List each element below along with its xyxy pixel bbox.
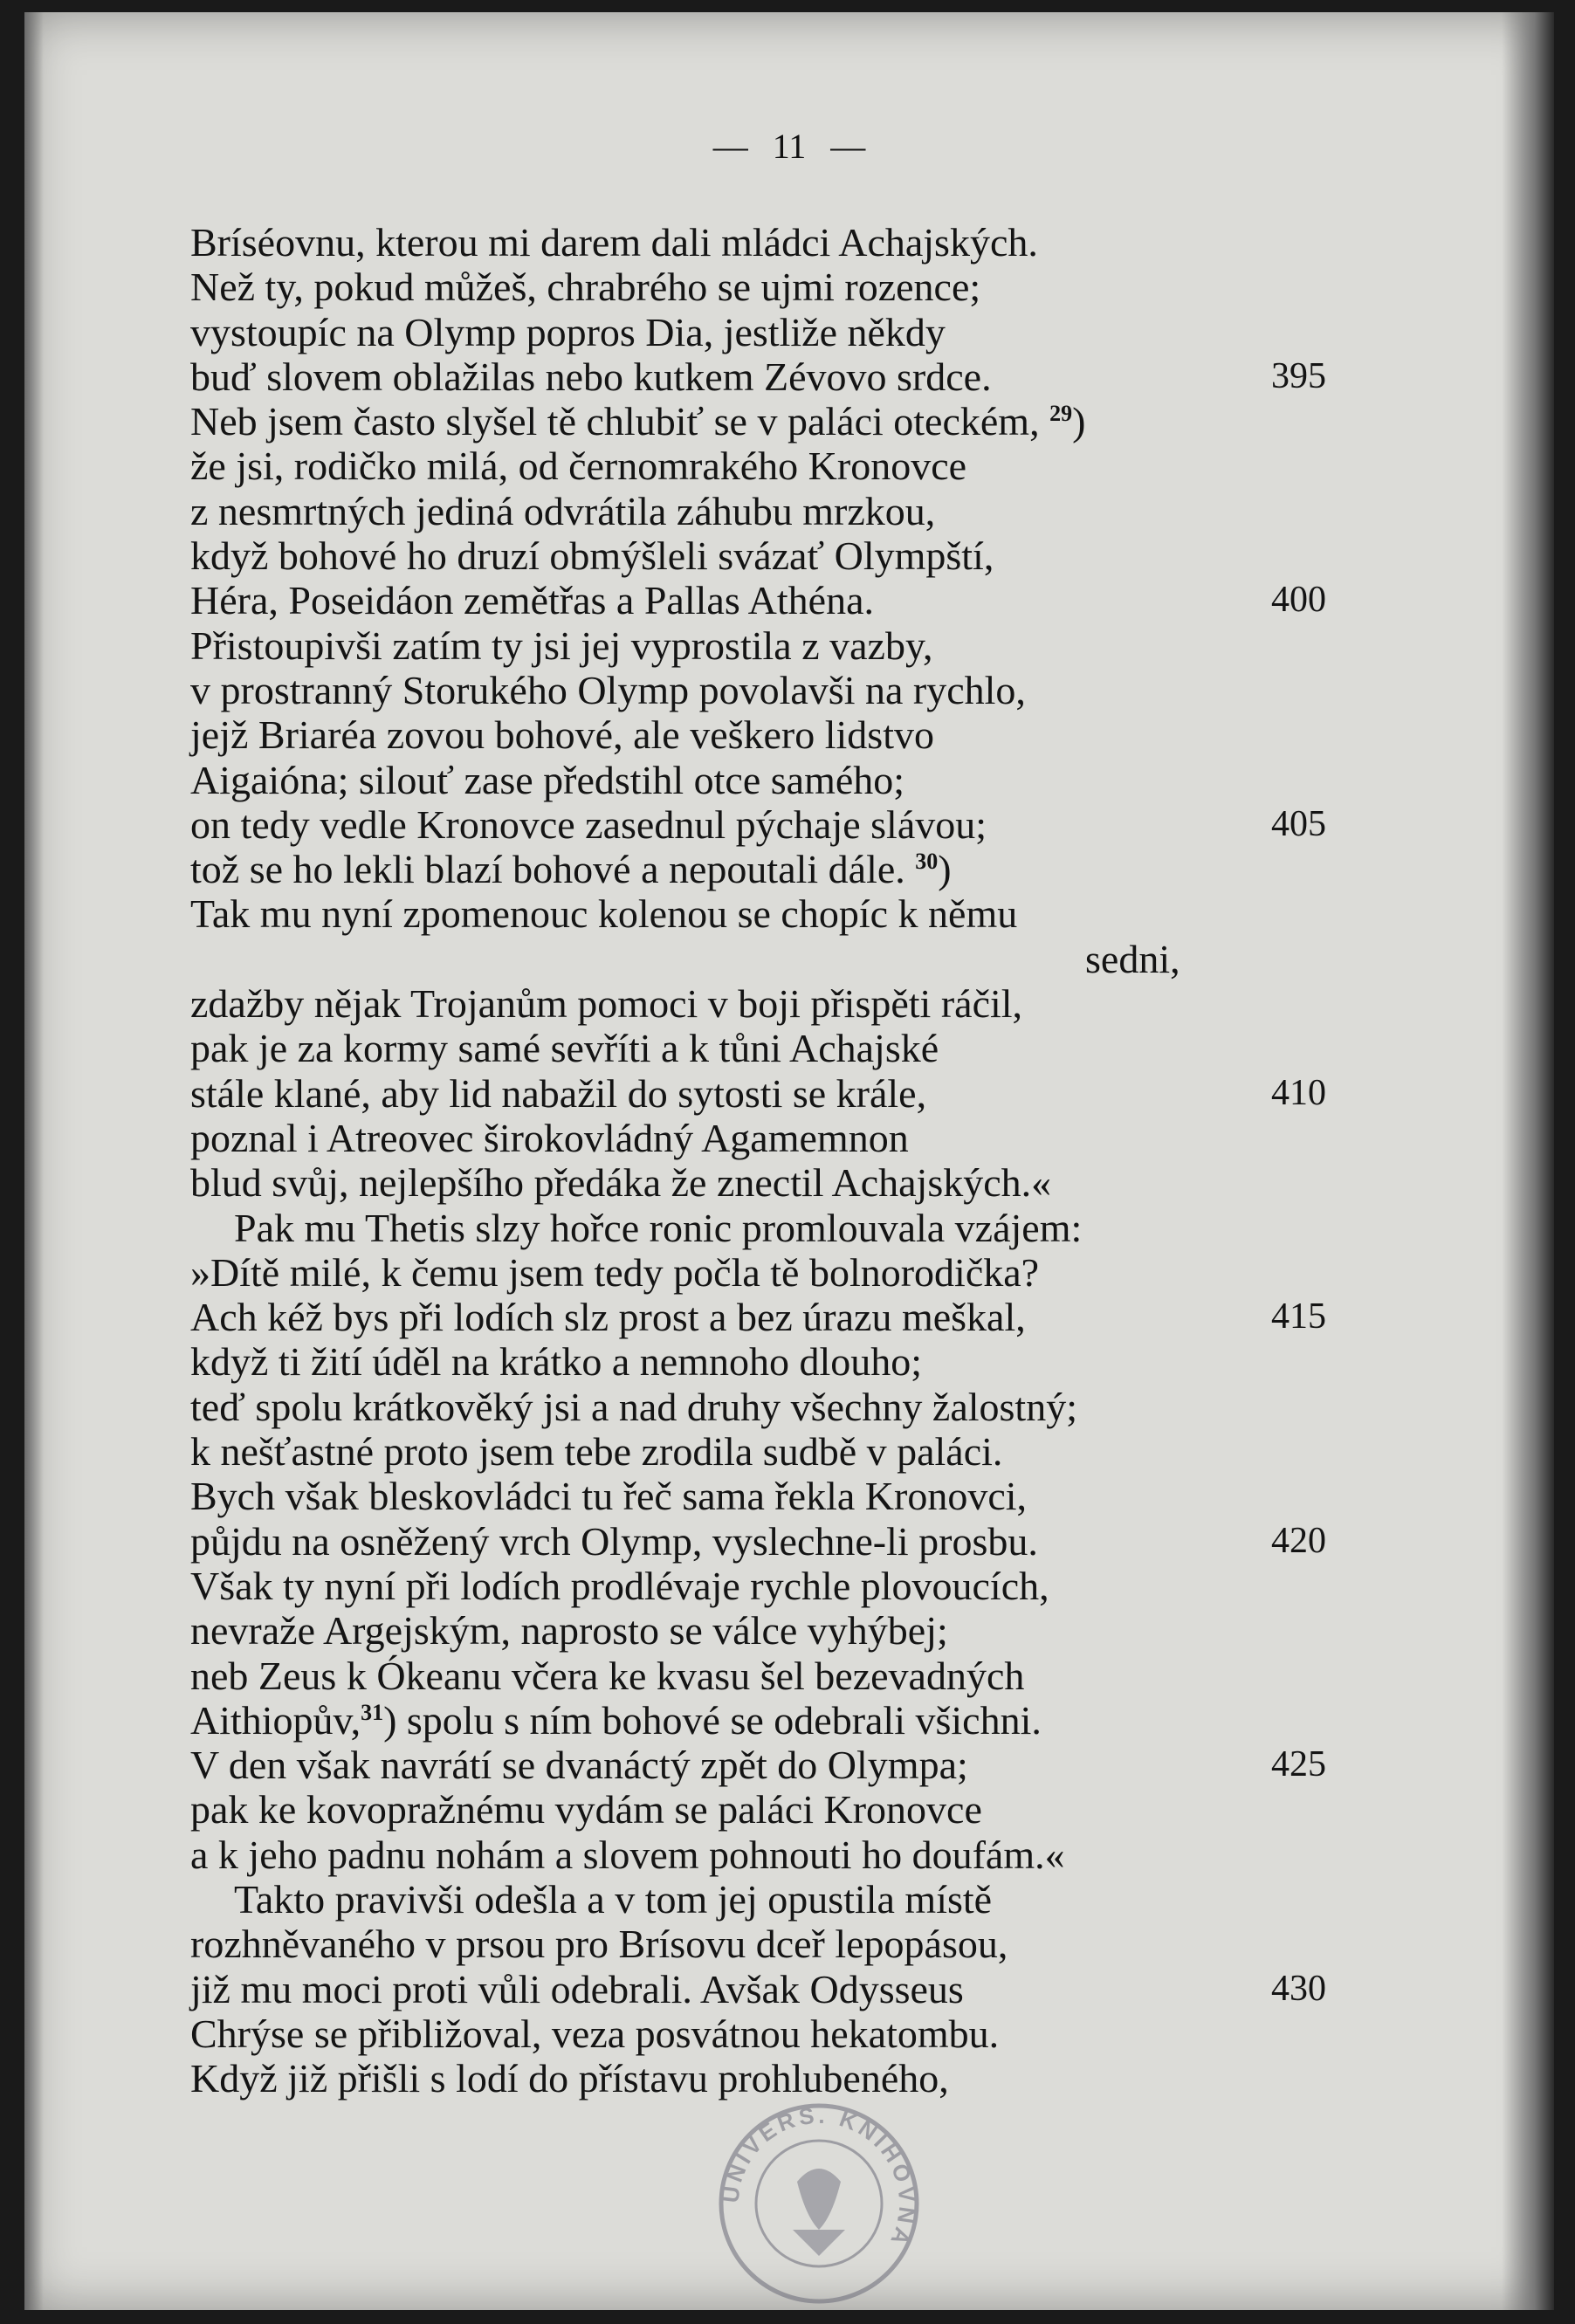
verse-line [190, 1787, 1474, 1832]
line-text: pak je za kormy samé sevříti a k tůni Achajské [190, 1026, 939, 1071]
verse-line-text [190, 1071, 926, 1116]
line-text: že jsi, rodičko milá, od černomrakého Kronovce [190, 443, 967, 489]
verse-line-text [190, 310, 946, 354]
verse-line [190, 1026, 1474, 1070]
verse-line-text [190, 937, 1180, 981]
verse-line [190, 758, 1474, 802]
line-number: 395 [1271, 355, 1326, 396]
verse-line [190, 1250, 1474, 1295]
verse-line [190, 1967, 1474, 2011]
verse-line [190, 1474, 1474, 1518]
verse-line [190, 354, 1474, 399]
verse-line-text [190, 981, 1022, 1026]
line-text: Aithiopův, [190, 1697, 361, 1743]
folio-dash-right: — [830, 127, 866, 166]
verse-line [190, 1206, 1474, 1250]
footnote-marker[interactable]: 29 [1049, 401, 1073, 427]
line-text: buď slovem oblažilas nebo kutkem Zévovo srdce. [190, 354, 992, 399]
verse-line-text [190, 1250, 1039, 1295]
line-number: 410 [1271, 1072, 1326, 1113]
line-text: Přistoupivši zatím ty jsi jej vyprostila z vazby, [190, 622, 933, 668]
line-number: 400 [1271, 580, 1326, 621]
verse-line-text [190, 578, 874, 622]
verse-line [190, 1071, 1474, 1116]
line-text: pak ke kovopražnému vydám se paláci Kronovce [190, 1787, 982, 1832]
line-text: Chrýse se přibližoval, veza posvátnou hekatombu. [190, 2011, 1000, 2056]
verse-line [190, 712, 1474, 757]
verse-line-text [190, 1519, 1038, 1564]
verse-line-text [190, 1339, 922, 1384]
verse-line [190, 1429, 1474, 1474]
verse-line-text [190, 1206, 1082, 1250]
verse-line-text [190, 265, 980, 309]
verse-line [190, 2056, 1474, 2101]
verse-line [190, 443, 1474, 488]
book-page [24, 12, 1554, 2310]
line-text: Než ty, pokud můžeš, chrabrého se ujmi rozence; [190, 265, 981, 310]
verse-line [190, 1832, 1474, 1877]
verse-line-text [190, 1474, 1027, 1518]
verse-line-text [190, 802, 987, 847]
verse-line-text [190, 1026, 939, 1070]
verse-line [190, 981, 1474, 1026]
line-text: Aigaióna; silouť zase předstihl otce samého; [190, 757, 905, 802]
line-text: Bríséovnu, kterou mi darem dali mládci Achajských. [190, 220, 1038, 265]
line-text: k nešťastné proto jsem tebe zrodila sudbě v paláci. [190, 1429, 1003, 1475]
verse-line [190, 578, 1474, 622]
verse-line-text [190, 1564, 1049, 1608]
line-text: Takto pravivši odešla a v tom jej opustila místě [234, 1876, 993, 1922]
verse-line-text [190, 1654, 1024, 1698]
binding-shadow [24, 12, 44, 2310]
verse-line [190, 1385, 1474, 1429]
verse-line [190, 802, 1474, 847]
line-text: tož se ho lekli blazí bohové a nepoutali dále. [190, 847, 905, 892]
folio-dash-left: — [712, 127, 748, 166]
verse-line [190, 937, 1474, 981]
page-number [24, 126, 1554, 167]
verse-line-text [190, 443, 966, 488]
verse-line-text [190, 220, 1038, 265]
line-text: Héra, Poseidáon zemětřas a Pallas Athéna. [190, 578, 875, 623]
verse-line [190, 489, 1474, 533]
line-text: Tak mu nyní zpomenouc kolenou se chopíc k němu [190, 891, 1018, 937]
verse-line [190, 1116, 1474, 1160]
verse-line-text [190, 1608, 948, 1653]
verse-line [190, 847, 1474, 891]
verse-line [190, 533, 1474, 578]
verse-line [190, 668, 1474, 712]
line-text-continued: ) spolu s ním bohové se odebrali všichni. [383, 1697, 1042, 1743]
verse-line [190, 891, 1474, 936]
verse-line [190, 1564, 1474, 1608]
line-text: půjdu na osněžený vrch Olymp, vyslechne-li prosbu. [190, 1518, 1038, 1564]
line-text: když bohové ho druzí obmýšleli svázať Olympští, [190, 533, 994, 579]
library-stamp [714, 2099, 924, 2308]
line-text: poznal i Atreovec širokovládný Agamemnon [190, 1115, 909, 1160]
verse-line [190, 1698, 1474, 1743]
line-number: 415 [1271, 1296, 1326, 1337]
line-text: vystoupíc na Olymp popros Dia, jestliže někdy [190, 309, 946, 354]
verse-line-text [190, 1922, 1008, 1966]
verse-line [190, 1743, 1474, 1787]
line-text: Však ty nyní při lodích prodlévaje rychle plovoucích, [190, 1563, 1049, 1608]
verse-line-text [190, 1429, 1002, 1474]
verse-line-text [190, 847, 952, 891]
verse-line [190, 310, 1474, 354]
footnote-marker[interactable]: 30 [915, 849, 939, 875]
verse-line-text [190, 2056, 949, 2101]
verse-line-text [190, 533, 994, 578]
verse-line-text [190, 2011, 999, 2056]
line-text: nevraže Argejským, naprosto se válce vyhýbej; [190, 1608, 948, 1654]
line-text-continued: ) [938, 847, 952, 892]
line-number: 430 [1271, 1968, 1326, 2009]
line-text: když ti žití úděl na krátko a nemnoho dlouho; [190, 1339, 923, 1385]
line-text: neb Zeus k Ókeanu včera ke kvasu šel bezevadných [190, 1653, 1025, 1698]
verse-line [190, 1519, 1474, 1564]
verse-line-text [190, 1160, 1051, 1205]
footnote-marker[interactable]: 31 [361, 1699, 384, 1725]
folio-number: 11 [772, 127, 807, 166]
verse-line-text [190, 758, 904, 802]
verse-line [190, 399, 1474, 443]
verse-line-text [190, 399, 1085, 443]
verse-line-text [190, 1877, 992, 1922]
line-text: sedni, [1085, 936, 1180, 981]
line-text: Když již přišli s lodí do přístavu prohlubeného, [190, 2056, 949, 2101]
verse-line-text [190, 1116, 909, 1160]
verse-line [190, 2011, 1474, 2056]
line-text: z nesmrtných jediná odvrátila záhubu mrzkou, [190, 488, 936, 533]
line-text: již mu moci proti vůli odebrali. Avšak Odysseus [190, 1966, 964, 2011]
line-text: Ach kéž bys při lodích slz prost a bez úrazu meškal, [190, 1295, 1026, 1340]
verse-line [190, 1295, 1474, 1339]
verse-line-text [190, 1787, 982, 1832]
verse-line-text [190, 891, 1017, 936]
line-text: blud svůj, nejlepšího předáka že znectil Achajských.« [190, 1160, 1052, 1206]
line-text: a k jeho padnu nohám a slovem pohnouti ho doufám.« [190, 1832, 1065, 1877]
verse-text [190, 220, 1474, 2101]
verse-line-text [190, 489, 935, 533]
line-text: on tedy vedle Kronovce zasednul pýchaje slávou; [190, 801, 987, 847]
verse-line [190, 265, 1474, 309]
line-text: Neb jsem často slyšel tě chlubiť se v paláci oteckém, [190, 399, 1040, 444]
verse-line-text [190, 623, 932, 668]
line-text: V den však navrátí se dvanáctý zpět do Olympa; [190, 1743, 968, 1788]
verse-line-text [190, 1743, 968, 1787]
verse-line [190, 1877, 1474, 1922]
verse-line [190, 1160, 1474, 1205]
stamp-text: UNIVERS. KNIHOVNA [717, 2101, 921, 2252]
verse-line [190, 1608, 1474, 1653]
verse-line [190, 1339, 1474, 1384]
line-number: 405 [1271, 803, 1326, 844]
verse-line [190, 1922, 1474, 1966]
line-number: 420 [1271, 1520, 1326, 1561]
verse-line-text [190, 1698, 1042, 1743]
line-text: jejž Briaréa zovou bohové, ale veškero lidstvo [190, 712, 934, 758]
verse-line-text [190, 668, 1026, 712]
verse-line-text [190, 354, 992, 399]
line-text: zdažby nějak Trojanům pomoci v boji přispěti ráčil, [190, 981, 1023, 1027]
line-text: Pak mu Thetis slzy hořce ronic promlouvala vzájem: [234, 1205, 1083, 1250]
line-text: teď spolu krátkověký jsi a nad druhy všechny žalostný; [190, 1384, 1077, 1429]
verse-line [190, 1654, 1474, 1698]
verse-line [190, 623, 1474, 668]
line-text: rozhněvaného v prsou pro Brísovu dceř lepopásou, [190, 1922, 1008, 1967]
verse-line-text [190, 1295, 1026, 1339]
line-text-continued: ) [1072, 399, 1086, 444]
line-number: 425 [1271, 1744, 1326, 1785]
page-edge-shadow [1502, 12, 1554, 2310]
verse-line-text [190, 1832, 1065, 1877]
line-text: stále klané, aby lid nabažil do sytosti se krále, [190, 1070, 927, 1116]
verse-line-text [190, 1967, 964, 2011]
line-text: »Dítě milé, k čemu jsem tedy počla tě bolnorodička? [190, 1249, 1040, 1295]
verse-line-text [190, 1385, 1077, 1429]
line-text: v prostranný Storukého Olymp povolavši na rychlo, [190, 667, 1026, 712]
verse-line [190, 220, 1474, 265]
line-text: Bych však bleskovládci tu řeč sama řekla Kronovci, [190, 1474, 1028, 1519]
verse-line-text [190, 712, 934, 757]
